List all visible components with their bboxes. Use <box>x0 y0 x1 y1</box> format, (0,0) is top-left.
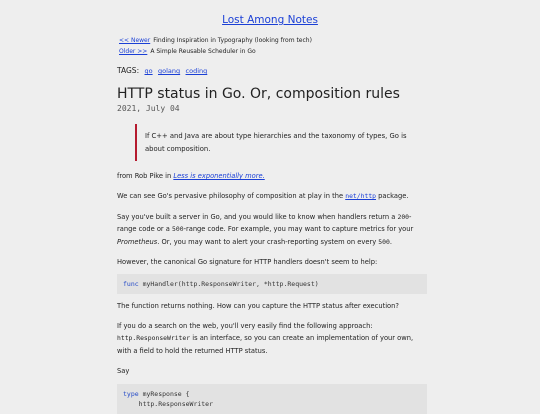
response-writer-code: http.ResponseWriter <box>117 334 191 343</box>
tag-link-go[interactable]: go <box>144 67 153 75</box>
attribution-link[interactable] <box>173 172 264 180</box>
attribution-link-text: Less is exponentially more. <box>173 172 265 180</box>
newer-post-title: Finding Inspiration in Typography (looking from tech) <box>153 37 312 44</box>
code2-line2: http.ResponseWriter <box>123 400 214 408</box>
code-200: 200 <box>397 213 410 221</box>
code1-keyword: func <box>123 280 139 288</box>
paragraph-4: The function returns nothing. How can you capture the HTTP status after execution? <box>117 302 399 310</box>
tag-link-coding[interactable]: coding <box>185 67 208 75</box>
code-block-2 <box>117 384 427 414</box>
p2-text-a: Say you've built a server in Go, and you would like to know when handlers return a <box>117 213 398 221</box>
p1-text-b: package. <box>376 192 409 200</box>
paragraph-1 <box>117 190 427 202</box>
p1-text-a: We can see Go's pervasive philosophy of composition at play in the <box>117 192 346 200</box>
tags-label: TAGS: <box>117 66 140 75</box>
older-post-link[interactable]: Older >> <box>119 48 148 55</box>
post-title: HTTP status in Go. Or, composition rules <box>117 86 400 102</box>
prometheus-em: Prometheus <box>117 237 158 246</box>
paragraph-3: However, the canonical Go signature for HTTP handlers doesn't seem to help: <box>117 258 378 266</box>
net-http-link[interactable] <box>345 192 376 200</box>
blockquote: If C++ and Java are about type hierarchies and the taxonomy of types, Go is about composition. <box>135 124 425 161</box>
newer-post-link[interactable]: << Newer <box>119 37 151 44</box>
p2-text-d: . Or, you may want to alert your crash-reporting system on every <box>157 237 379 246</box>
paragraph-6: Say <box>117 367 130 375</box>
nav-newer <box>119 37 312 45</box>
code2-rest: myResponse { <box>138 390 190 398</box>
net-http-code: net/http <box>345 192 377 200</box>
site-title-link[interactable]: Lost Among Notes <box>222 14 318 26</box>
older-post-title: A Simple Reusable Scheduler in Go <box>150 48 256 55</box>
paragraph-5 <box>117 320 427 357</box>
paragraph-2 <box>117 211 427 248</box>
tag-link-golang[interactable]: golang <box>158 67 181 75</box>
nav-older <box>119 48 256 56</box>
code1-rest: myHandler(http.ResponseWriter, *http.Request) <box>138 280 319 288</box>
p5-text-b: is an interface, so you can create an implementation of your own, with a field to hold the returned HTTP status. <box>117 334 414 355</box>
code2-keyword: type <box>123 390 139 398</box>
code-500-b: 500 <box>378 237 390 246</box>
code-500: 500 <box>172 225 184 234</box>
code-block-1 <box>117 274 427 294</box>
attribution-prefix: from Rob Pike in <box>117 172 174 180</box>
p2-text-c: -range code. For example, you may want to capture metrics for your <box>183 225 414 234</box>
tags-row <box>117 66 207 75</box>
post-date: 2021, July 04 <box>117 104 180 113</box>
p2-text-b: -range code or a <box>117 213 412 234</box>
quote-attribution <box>117 170 427 182</box>
p2-text-e: . <box>389 237 392 246</box>
p5-text-a: If you do a search on the web, you'll very easily find the following approach: <box>117 322 373 330</box>
site-header <box>0 14 540 26</box>
